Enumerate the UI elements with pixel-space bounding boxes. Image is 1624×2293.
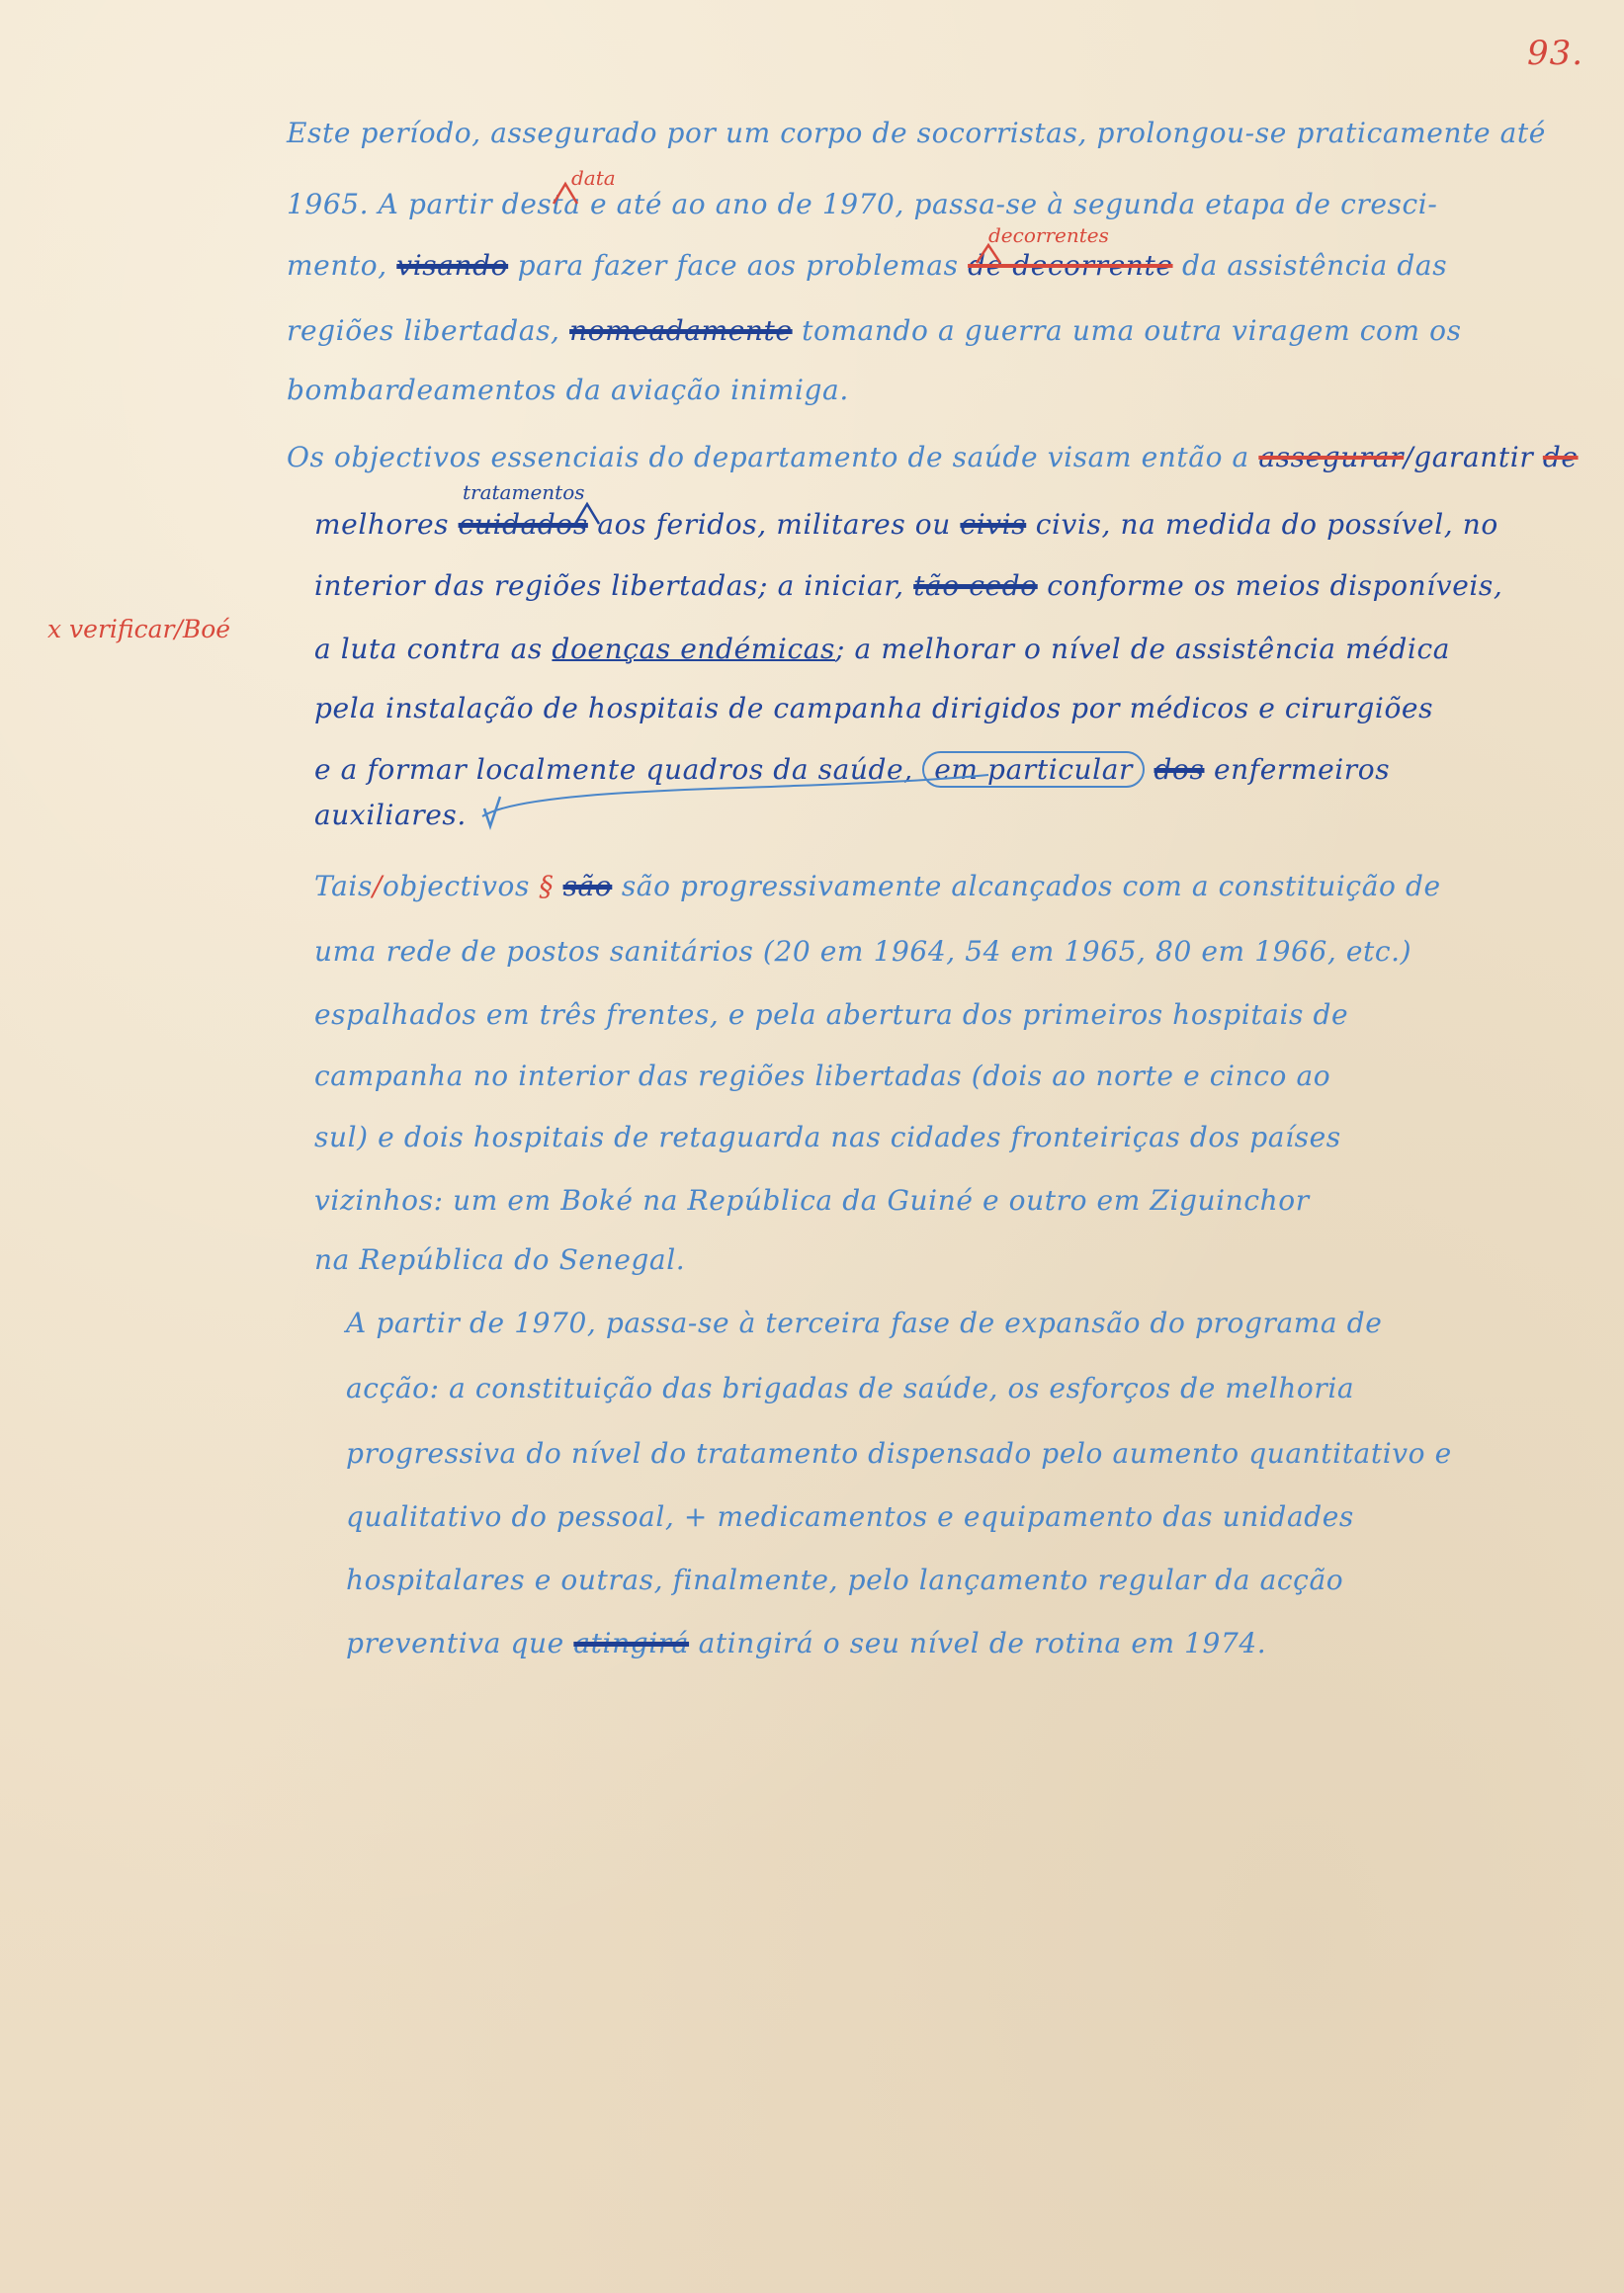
para2-line7-text: auxiliares. [314,799,467,831]
para4-line6-struck: atingirá [573,1627,690,1659]
para2-line4-underlined: doenças endémicas [552,633,835,665]
para2-line1-text-a: Os objectivos essenciais do departamento de saúde visam então a [287,441,1249,473]
para1-line1-text: Este período, assegurado por um corpo de socorristas, prolongou-se praticamente até [287,117,1546,149]
para1-line3-text-c: da assistência das [1182,249,1448,282]
para1-line2-insert: data [571,166,616,190]
para4-line6-text-a: preventiva que [346,1627,564,1659]
para1-line3-insert: decorrentes [988,223,1109,247]
para2-line1-struck: assegurar [1258,441,1405,473]
para2-line2-text-b: aos feridos, militares ou [597,508,951,541]
para1-line4-text-a: regiões libertadas, [287,314,560,347]
insert-caret-data [554,184,577,204]
para2-line2-struck: cuidados [458,508,588,541]
para4-line1-text: A partir de 1970, passa-se à terceira fase de expansão do programa de [346,1307,1383,1339]
connector-line [482,775,988,816]
para4-line4-text: qualitativo do pessoal, + medicamentos e equipamento das unidades [346,1500,1354,1533]
para3-line7-text: na República do Senegal. [314,1243,686,1276]
para1-line3-text-b: para fazer face aos problemas [517,249,959,282]
para2-line1-text-b: /garantir [1404,441,1534,473]
para1-line5-text: bombardeamentos da aviação inimiga. [287,374,849,406]
para3-line3-text: espalhados em três frentes, e pela abertura dos primeiros hospitais de [314,998,1349,1031]
para2-line6-struck: dos [1154,753,1205,786]
para4-line3-text: progressiva do nível do tratamento dispensado pelo aumento quantitativo e [346,1437,1452,1470]
para3-line1-text-c: são progressivamente alcançados com a constituição de [621,870,1441,902]
para3-line6-text: vizinhos: um em Boké na República da Guiné e outro em Ziguinchor [314,1184,1310,1217]
para3-line1-struck: são [562,870,613,902]
para2-line6-text-a: e a formar localmente quadros da saúde, [314,753,913,786]
para2-line2-struck-2: civis [960,508,1027,541]
para2-line3-text-a: interior das regiões libertadas; a iniciar, [314,569,904,602]
para2-line3-struck: tão cedo [913,569,1038,602]
para2-line6-text-b: enfermeiros [1214,753,1391,786]
para1-line4-struck: nomeadamente [569,314,793,347]
para3-line1-text-a: Tais [314,870,373,902]
para2-line1-end: de [1542,441,1579,473]
para1-line2-text-a: 1965. A partir desta [287,188,581,220]
para1-line4-text-b: tomando a guerra uma outra viragem com os [802,314,1462,347]
para3-line1-red-2: § [539,870,555,902]
para1-line3-struck-2: de decorrente [968,249,1173,282]
para2-line3-text-b: conforme os meios disponíveis, [1047,569,1503,602]
para1-line3-text-a: mento, [287,249,387,282]
para3-line4-text: campanha no interior das regiões libertadas (dois ao norte e cinco ao [314,1060,1331,1092]
para3-line1-red-1: / [372,870,383,902]
para3-line2-text: uma rede de postos sanitários (20 em 1964, 54 em 1965, 80 em 1966, etc.) [314,935,1412,968]
para2-line2-text-d: no [1462,508,1498,541]
insert-caret-tratamentos [575,504,599,524]
para2-line5-text: pela instalação de hospitais de campanha dirigidos por médicos e cirurgiões [314,692,1434,724]
para1-line2-text-b: e até ao ano de 1970, passa-se à segunda etapa de cresci- [590,188,1438,220]
para2-line6-circled: em particular [922,751,1145,788]
para2-line2-insert: tratamentos [463,480,585,504]
para3-line5-text: sul) e dois hospitais de retaguarda nas cidades fronteiriças dos países [314,1121,1341,1153]
para2-line4-text-b: ; a melhorar o nível de assistência médica [835,633,1451,665]
para4-line6-text-b: atingirá o seu nível de rotina em 1974. [698,1627,1267,1659]
para4-line2-text: acção: a constituição das brigadas de saúde, os esforços de melhoria [346,1372,1355,1404]
margin-note: x verificar/Boé [47,615,231,643]
para4-line5-text: hospitalares e outras, finalmente, pelo lançamento regular da acção [346,1564,1344,1596]
para2-line4-text-a: a luta contra as [314,633,543,665]
insert-caret-decorrentes [977,245,1000,263]
para2-line2-text-a: melhores [314,508,450,541]
page-number: 93. [1527,34,1584,73]
para1-line3-struck-1: visando [396,249,509,282]
para3-line1-text-b: objectivos [382,870,530,902]
para2-line2-text-c: civis, na medida do possível, [1035,508,1454,541]
